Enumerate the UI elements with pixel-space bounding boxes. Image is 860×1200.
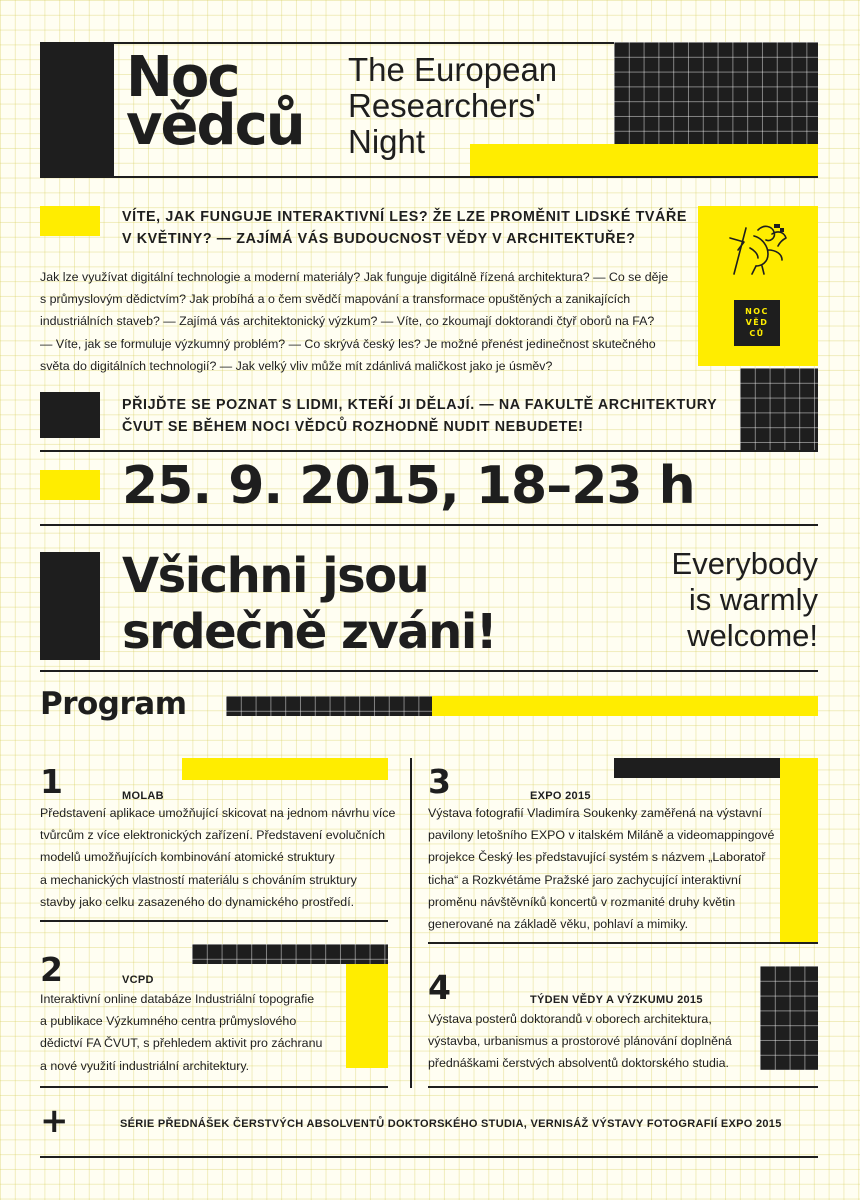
item-number: 4 bbox=[428, 968, 451, 1007]
item-number: 1 bbox=[40, 762, 63, 801]
program-divider bbox=[410, 758, 412, 1088]
item-number: 2 bbox=[40, 950, 63, 989]
intro-paragraph-line: — Víte, jak se formuluje výzkumný problém? — Co skrývá český les? Je možné přenést jedinečnost skutečného bbox=[40, 336, 656, 351]
title-en-line: The European bbox=[348, 51, 558, 88]
intro-paragraph-line: Jak lze využívat digitální technologie a moderní materiály? Jak funguje digitálně řízená architektura? — Co se děje bbox=[40, 270, 669, 284]
intro-cta-line: ČVUT SE BĚHEM NOCI VĚDCŮ ROZHODNĚ NUDIT NEBUDETE! bbox=[122, 419, 584, 435]
title-cz-line: Noc bbox=[126, 45, 239, 110]
title-en bbox=[348, 52, 557, 160]
date-yellow-marker bbox=[40, 470, 100, 500]
welcome-cz bbox=[122, 548, 496, 660]
item-text-line: stavby jako celku zasazeného do dynamického prostředí. bbox=[40, 894, 355, 909]
item2-bottom-rule bbox=[40, 1086, 388, 1088]
intro-yellow-marker bbox=[40, 206, 100, 236]
date-bottom-rule bbox=[40, 524, 818, 526]
item3-black-bar bbox=[614, 758, 780, 778]
item-number: 3 bbox=[428, 762, 451, 801]
item-text-line: Výstava fotografií Vladimíra Soukenky zaměřená na výstavní bbox=[428, 806, 763, 820]
item-title: EXPO 2015 bbox=[530, 790, 591, 802]
item-title: MOLAB bbox=[122, 790, 164, 802]
title-en-line: Researchers' bbox=[348, 87, 542, 124]
intro-paragraph bbox=[40, 266, 690, 377]
item-title: TÝDEN VĚDY A VÝZKUMU 2015 bbox=[530, 994, 703, 1006]
item-text-line: pavilony letošního EXPO v italském Miláně a videomappingové bbox=[428, 828, 775, 843]
item1-bottom-rule bbox=[40, 920, 388, 922]
intro-paragraph-line: industriálních staveb? — Zajímá vás architektonický výzkum? — Víte, co zkoumají doktorandi čtyř oborů na FA? bbox=[40, 314, 655, 329]
welcome-en-line: Everybody bbox=[671, 546, 818, 581]
item-text-line: a nové využití industriální architektury. bbox=[40, 1058, 250, 1073]
item1-yellow-bar bbox=[182, 758, 388, 780]
footer-bottom-rule bbox=[40, 1156, 818, 1158]
intro-lead-line: VÍTE, JAK FUNGUJE INTERAKTIVNÍ LES? ŽE LZE PROMĚNIT LIDSKÉ TVÁŘE bbox=[122, 209, 688, 225]
logo-letters: NOC bbox=[745, 307, 769, 316]
event-date: 25. 9. 2015, 18–23 h bbox=[122, 456, 695, 516]
program-checker-bar bbox=[226, 696, 432, 716]
program-title: Program bbox=[40, 686, 187, 722]
footer-text: SÉRIE PŘEDNÁŠEK ČERSTVÝCH ABSOLVENTŮ DOKTORSKÉHO STUDIA, VERNISÁŽ VÝSTAVY FOTOGRAFIÍ EXPO 2015 bbox=[120, 1118, 782, 1130]
logo-letters: CŮ bbox=[749, 329, 765, 338]
welcome-bottom-rule bbox=[40, 670, 818, 672]
welcome-en-line: is warmly bbox=[688, 582, 818, 617]
item-text-line: výstavba, urbanismus a prostorové plánování doplněná bbox=[428, 1034, 732, 1049]
item4-checker-block bbox=[760, 966, 818, 1070]
item3-yellow-block bbox=[780, 758, 818, 944]
logo-letters: VĚD bbox=[745, 318, 769, 327]
item4-bottom-rule bbox=[428, 1086, 818, 1088]
header-bottom-rule bbox=[40, 176, 818, 178]
welcome-cz-line: srdečně zváni! bbox=[122, 604, 497, 660]
intro-cta bbox=[122, 394, 722, 438]
date-top-rule bbox=[40, 450, 818, 452]
item-title: VCPD bbox=[122, 974, 154, 986]
item-text bbox=[40, 802, 400, 913]
item-text-line: proměnu návštěvníků koncertů v rozmanité druhy květin bbox=[428, 894, 736, 909]
title-cz bbox=[126, 45, 304, 158]
welcome-cz-line: Všichni jsou bbox=[122, 548, 429, 604]
item-text-line: projekce Český les představující systém s názvem „Laboratoř bbox=[428, 850, 766, 865]
item3-bottom-rule bbox=[428, 942, 818, 944]
item-text bbox=[428, 802, 778, 935]
item-text-line: Výstava posterů doktorandů v oborech architektura, bbox=[428, 1012, 712, 1026]
item-text-line: modelů umožňujících kombinování atomické struktury bbox=[40, 850, 335, 865]
lion-icon bbox=[724, 220, 794, 278]
intro-paragraph-line: světa do digitálních technologií? — Jak velký vliv může mít zdánlivá maličkost jako je úsměv? bbox=[40, 358, 553, 373]
welcome-black-block bbox=[40, 552, 100, 660]
welcome-en-line: welcome! bbox=[687, 618, 818, 653]
item2-yellow-block bbox=[346, 964, 388, 1068]
item-text-line: Interaktivní online databáze Industriální topografie bbox=[40, 992, 315, 1006]
cvut-lion-logo bbox=[724, 220, 794, 278]
item-text-line: a mechanických vlastností materiálu s chováním struktury bbox=[40, 872, 357, 887]
welcome-en bbox=[610, 546, 818, 654]
item-text-line: ticha“ a Rozkvétáme Pražské jaro zachycující interaktivní bbox=[428, 872, 742, 887]
noc-vedcu-logo bbox=[734, 300, 780, 346]
item-text-line: generované na základě věku, pohlaví a mimiky. bbox=[428, 917, 689, 932]
right-checker-block bbox=[740, 368, 818, 450]
title-en-line: Night bbox=[348, 123, 426, 160]
header-right-block bbox=[614, 42, 818, 144]
item-text bbox=[428, 1008, 758, 1075]
title-cz-line: vědců bbox=[126, 93, 304, 158]
intro-cta-line: PŘIJĎTE SE POZNAT S LIDMI, KTEŘÍ JI DĚLAJÍ. — NA FAKULTĚ ARCHITEKTURY bbox=[122, 397, 718, 413]
item-text-line: přednáškami čerstvých absolventů doktorského studia. bbox=[428, 1056, 729, 1071]
plus-icon: + bbox=[40, 1101, 69, 1141]
program-yellow-bar bbox=[432, 696, 818, 716]
item-text-line: a publikace Výzkumného centra průmyslového bbox=[40, 1014, 297, 1029]
item-text-line: tvůrcům z více elektronických zařízení. Představení evolučních bbox=[40, 828, 386, 843]
cta-black-marker bbox=[40, 392, 100, 438]
intro-lead-line: V KVĚTINY? — ZAJÍMÁ VÁS BUDOUCNOST VĚDY V ARCHITEKTUŘE? bbox=[122, 231, 636, 247]
intro-paragraph-line: s průmyslovým dědictvím? Jak probíhá a o čem svědčí mapování a transformace opuštěných a zanikajících bbox=[40, 292, 631, 307]
header-left-block bbox=[40, 42, 114, 176]
item-text bbox=[40, 988, 340, 1077]
intro-lead bbox=[122, 206, 692, 250]
item2-checker-bar bbox=[192, 944, 388, 964]
item-text-line: Představení aplikace umožňující skicovat na jednom návrhu více bbox=[40, 806, 396, 820]
item-text-line: dědictví FA ČVUT, s přehledem aktivit pro záchranu bbox=[40, 1036, 323, 1051]
